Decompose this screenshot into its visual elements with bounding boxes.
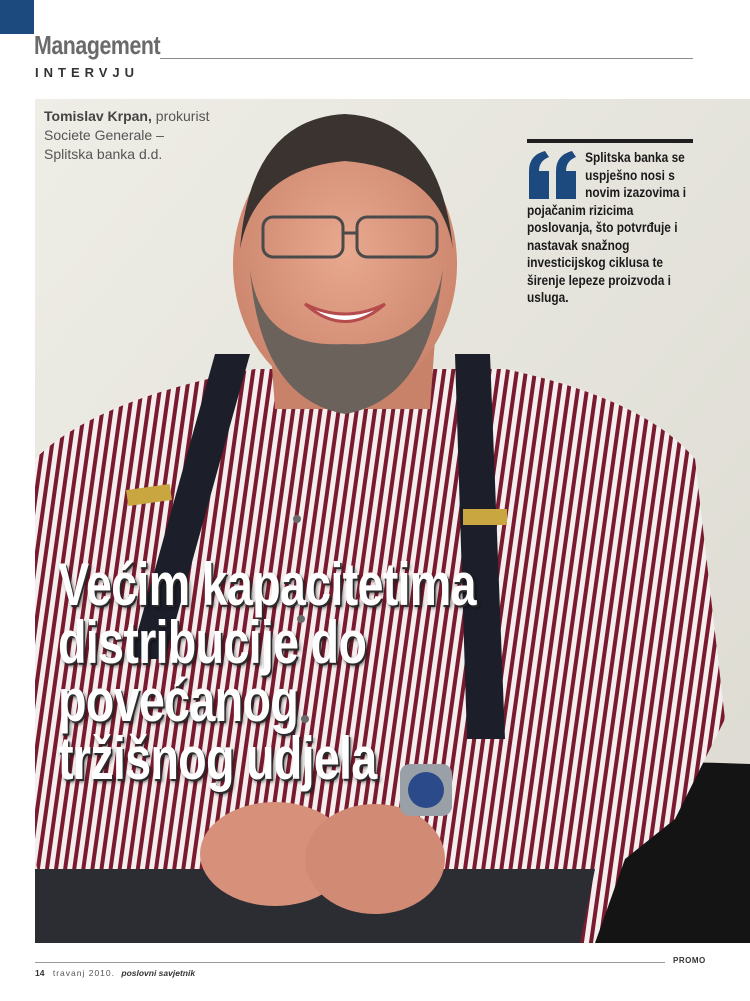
- promo-label: PROMO: [673, 956, 706, 965]
- footer-rule: [35, 962, 665, 963]
- caption-role: prokurist: [155, 108, 210, 124]
- section-rule: [160, 58, 693, 59]
- corner-accent-block: [0, 0, 34, 34]
- page-number: 14: [35, 968, 45, 978]
- subsection-label: INTERVJU: [35, 65, 140, 80]
- section-title: Management: [34, 30, 161, 60]
- pull-quote: [527, 139, 693, 307]
- pull-quote-rule: [527, 139, 693, 143]
- pull-quote-text: [527, 149, 692, 307]
- pull-quote-line1: Splitska banka se: [585, 150, 685, 165]
- issue-date: travanj 2010.: [52, 968, 115, 978]
- caption-name: Tomislav Krpan,: [44, 108, 152, 124]
- caption-company: Societe Generale –: [44, 127, 164, 143]
- article-headline: Većim kapacitetima distribucije do povećanog tržišnog udjela: [58, 551, 476, 792]
- caption-bank: Splitska banka d.d.: [44, 146, 163, 162]
- page-footer: [35, 968, 195, 978]
- photo-caption: [44, 107, 244, 164]
- pull-quote-line3: novim izazovima i: [585, 185, 687, 200]
- pull-quote-rest: pojačanim rizicima poslovanja, što potvrđuje i nastavak snažnog investicijskog ciklusa te širenje lepeze proizvoda i usluga.: [527, 202, 678, 305]
- pull-quote-line2: uspješno nosi s: [585, 167, 675, 183]
- publication-name: poslovni savjetnik: [121, 968, 196, 978]
